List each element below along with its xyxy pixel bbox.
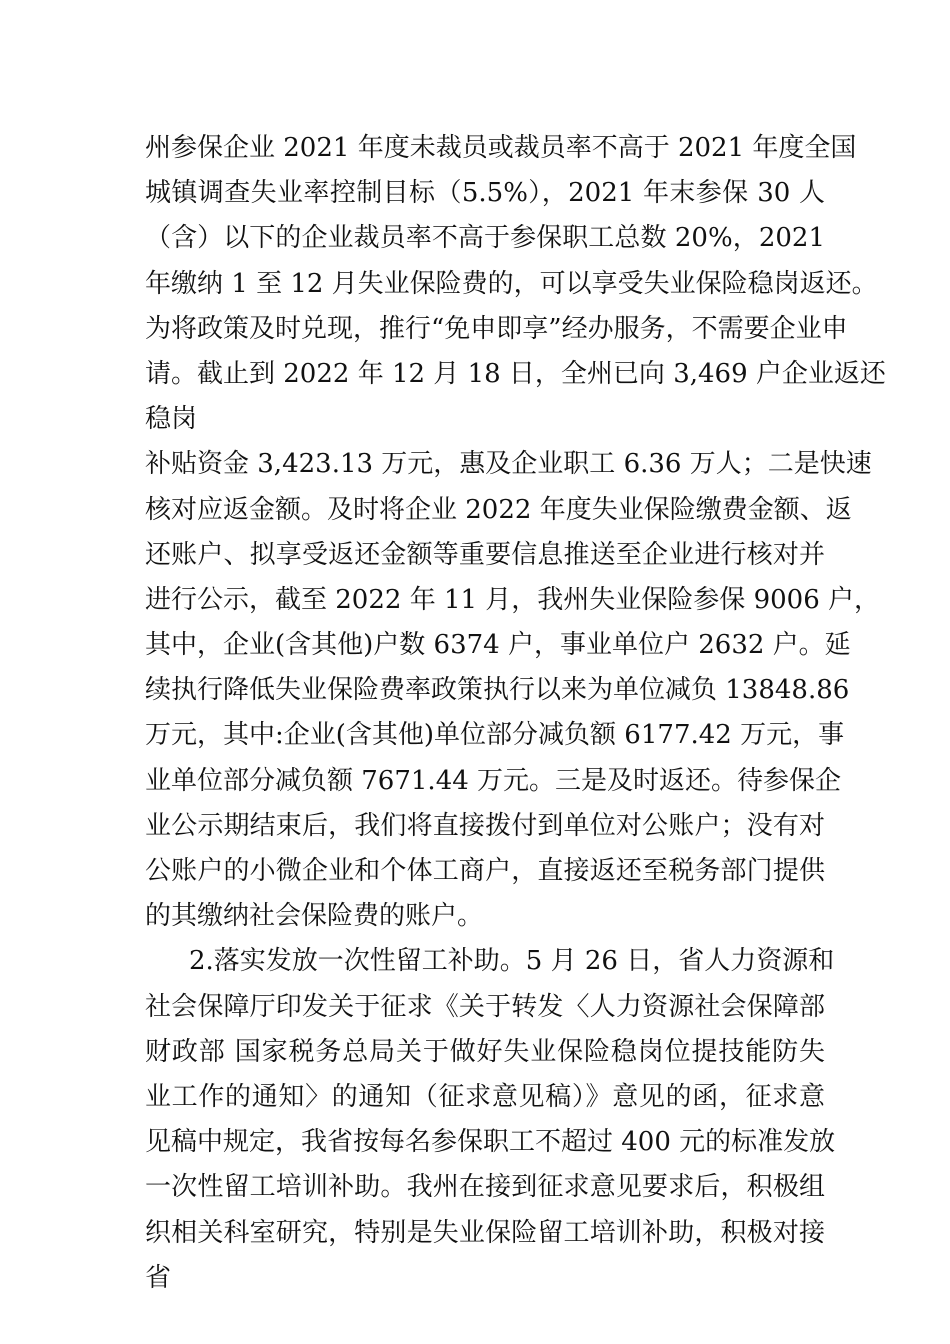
- text-line: 其中，企业(含其他)户数 6374 户，事业单位户 2632 户。延: [145, 630, 851, 661]
- text-line: 州参保企业 2021 年度未裁员或裁员率不高于 2021 年度全国: [145, 133, 857, 163]
- text-line: （含）以下的企业裁员率不高于参保职工总数 20%，2021: [145, 223, 825, 254]
- text-line: 核对应返金额。及时将企业 2022 年度失业保险缴费金额、返: [145, 494, 852, 525]
- text-line: 年缴纳 1 至 12 月失业保险费的，可以享受失业保险稳岗返还。: [145, 268, 878, 299]
- text-line: 财政部 国家税务总局关于做好失业保险稳岗位提技能防失: [145, 1036, 825, 1067]
- text-line: 补贴资金 3,423.13 万元，惠及企业职工 6.36 万人；二是快速: [145, 449, 872, 480]
- text-line: 一次性留工培训补助。我州在接到征求意见要求后，积极组: [145, 1172, 825, 1203]
- text-line: 城镇调查失业率控制目标（5.5%），2021 年末参保 30 人: [145, 178, 825, 209]
- text-line: 续执行降低失业保险费率政策执行以来为单位减负 13848.86: [145, 675, 850, 706]
- text-line: 织相关科室研究，特别是失业保险留工培训补助，积极对接: [145, 1217, 825, 1248]
- text-line: 见稿中规定，我省按每名参保职工不超过 400 元的标准发放: [145, 1127, 836, 1158]
- text-line: 为将政策及时兑现，推行“免申即享”经办服务，不需要企业申: [145, 313, 848, 344]
- text-line: 公账户的小微企业和个体工商户，直接返还至税务部门提供: [145, 856, 825, 886]
- text-line: 还账户、拟享受返还金额等重要信息推送至企业进行核对并: [145, 539, 825, 570]
- text-line: 的其缴纳社会保险费的账户。: [145, 901, 484, 932]
- text-line: 业公示期结束后，我们将直接拨付到单位对公账户；没有对: [145, 810, 825, 841]
- text-line: 业单位部分减负额 7671.44 万元。三是及时返还。待参保企: [145, 765, 842, 796]
- text-line: 进行公示，截至 2022 年 11 月，我州失业保险参保 9006 户，: [145, 584, 881, 615]
- text-line: 2.落实发放一次性留工补助。5 月 26 日，省人力资源和: [189, 946, 835, 977]
- body-text: [145, 126, 886, 1301]
- text-line: 请。截止到 2022 年 12 月 18 日，全州已向 3,469 户企业返还: [145, 358, 886, 389]
- text-line: 稳岗: [145, 404, 198, 435]
- text-line: 省: [145, 1262, 172, 1293]
- text-line: 业工作的通知〉的通知（征求意见稿）》意见的函，征求意: [145, 1081, 825, 1112]
- text-line: 社会保障厅印发关于征求《关于转发〈人力资源社会保障部: [145, 991, 825, 1022]
- text-line: 万元，其中:企业(含其他)单位部分减负额 6177.42 万元，事: [145, 720, 845, 751]
